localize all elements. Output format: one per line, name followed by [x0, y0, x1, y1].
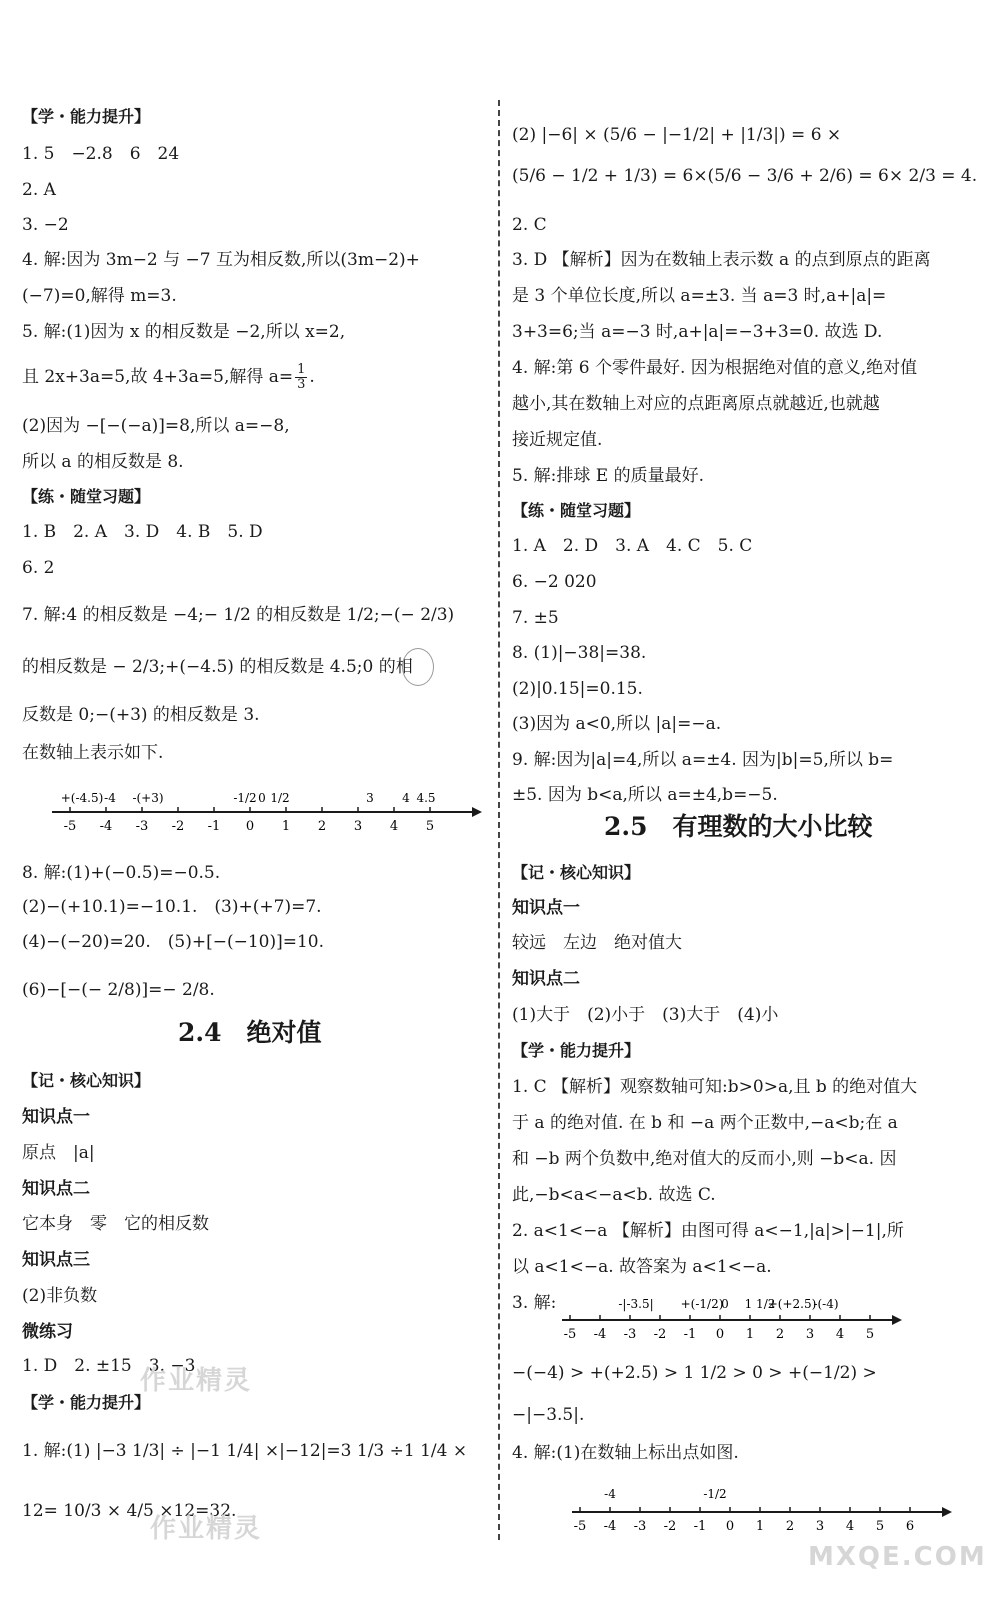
tick-label: 5 [425, 819, 435, 834]
answer-line: 1. 解:(1) |−3 1/3| ÷ |−1 1/4| ×|−12|=3 1/3 ÷1 1/4 × [22, 1441, 468, 1461]
answer-line: 6. −2 020 [512, 572, 597, 592]
answer-line: 和 −b 两个负数中,绝对值大的反而小,则 −b<a. 因 [512, 1149, 897, 1169]
knowledge-point-title: 微练习 [22, 1322, 73, 1342]
point-label: -(+3) [132, 791, 164, 805]
section-header: 【学・能力提升】 [512, 1041, 641, 1060]
answer-line: 2. a<1<−a 【解析】由图可得 a<−1,|a|>|−1|,所 [512, 1221, 904, 1241]
answer-line: 12= 10/3 × 4/5 ×12=32. [22, 1501, 237, 1521]
answer-line: 原点 |a| [22, 1143, 95, 1163]
tick-label: 5 [865, 1327, 875, 1342]
point-label: -1/2 [233, 791, 257, 805]
answer-line: (2) |−6| × (5/6 − |−1/2| + |1/3|) = 6 × [512, 125, 842, 145]
point-label: -4 [604, 1487, 616, 1501]
point-label: -4 [104, 791, 116, 805]
answer-line: 9. 解:因为|a|=4,所以 a=±4. 因为|b|=5,所以 b= [512, 750, 894, 770]
answer-line: (2)非负数 [22, 1286, 98, 1306]
section-title: 2.5 有理数的大小比较 [604, 812, 873, 841]
tick-label: 2 [785, 1519, 795, 1534]
label-group [618, 1297, 838, 1311]
answer-line: (6)−[−(− 2/8)]=− 2/8. [22, 980, 215, 1000]
answer-line: (2)|0.15|=0.15. [512, 679, 643, 699]
label-group [61, 791, 436, 805]
tick-label: 6 [905, 1519, 915, 1534]
section-header: 【练・随堂习题】 [22, 487, 151, 506]
point-label: -1/2 [703, 1487, 727, 1501]
section-header: 【学・能力提升】 [22, 1393, 151, 1412]
answer-line: 接近规定值. [512, 430, 603, 450]
answer-line: 较远 左边 绝对值大 [512, 933, 682, 953]
answer-line: 所以 a 的相反数是 8. [22, 452, 184, 472]
section-title: 2.4 绝对值 [178, 1018, 322, 1047]
tick-label: 3 [805, 1327, 815, 1342]
answer-line: 5. 解:(1)因为 x 的相反数是 −2,所以 x=2, [22, 322, 346, 342]
tick-label: -2 [663, 1519, 677, 1534]
answer-line: 它本身 零 它的相反数 [22, 1214, 209, 1234]
answer-line: (2)因为 −[−(−a)]=8,所以 a=−8, [22, 416, 290, 436]
section-header: 【学・能力提升】 [22, 107, 151, 126]
section-header: 【记・核心知识】 [512, 863, 641, 882]
arrow-head [892, 1315, 902, 1325]
answer-line: (4)−(−20)=20. (5)+[−(−10)]=10. [22, 932, 324, 952]
answer-line: −|−3.5|. [512, 1405, 585, 1425]
tick-label: -4 [99, 819, 113, 834]
answer-line: ±5. 因为 b<a,所以 a=±4,b=−5. [512, 785, 778, 805]
arrow-head [942, 1507, 952, 1517]
answer-line: 3. −2 [22, 215, 69, 235]
column-divider [498, 100, 500, 1540]
answer-line: 7. 解:4 的相反数是 −4;− 1/2 的相反数是 1/2;−(− 2/3) [22, 605, 455, 625]
answer-line: 4. 解:(1)在数轴上标出点如图. [512, 1443, 739, 1463]
denominator: 3 [297, 377, 306, 392]
tick-label: -4 [603, 1519, 617, 1534]
watermark: 作业精灵 [140, 1366, 253, 1396]
section-header: 【记・核心知识】 [22, 1071, 151, 1090]
tick-label: 1 [755, 1519, 765, 1534]
tick-label: -3 [135, 819, 149, 834]
answer-line: −(−4) > +(+2.5) > 1 1/2 > 0 > +(−1/2) > [512, 1363, 877, 1383]
point-label: +(-4.5) [60, 791, 104, 805]
knowledge-point-title: 知识点二 [22, 1179, 90, 1199]
answer-line: 8. (1)|−38|=38. [512, 643, 647, 663]
tick-label: 3 [815, 1519, 825, 1534]
tick-label: 4 [845, 1519, 855, 1534]
point-label: -(-4) [813, 1297, 839, 1311]
tick-label: -5 [63, 819, 77, 834]
text-fragment: 且 2x+3a=5,故 4+3a=5,解得 a= [22, 367, 294, 387]
answer-line: 1. 5 −2.8 6 24 [22, 144, 180, 164]
answer-line: 是 3 个单位长度,所以 a=±3. 当 a=3 时,a+|a|= [512, 286, 887, 306]
answer-line: (1)大于 (2)小于 (3)大于 (4)小 [512, 1005, 779, 1025]
answer-line: 2. C [512, 215, 547, 235]
answer-line: 4. 解:因为 3m−2 与 −7 互为相反数,所以(3m−2)+ [22, 250, 420, 270]
answer-line: 2. A [22, 180, 56, 200]
arrow-head [472, 807, 482, 817]
tick-label: 5 [875, 1519, 885, 1534]
answer-line: (2)−(+10.1)=−10.1. (3)+(+7)=7. [22, 897, 322, 917]
answer-line: 反数是 0;−(+3) 的相反数是 3. [22, 705, 260, 725]
point-label: 1 1/2 [744, 1297, 776, 1311]
point-label: -|-3.5| [618, 1297, 654, 1311]
tick-label: -5 [573, 1519, 587, 1534]
answer-line: 此,−b<a<−a<b. 故选 C. [512, 1185, 716, 1205]
tick-label: 0 [245, 819, 255, 834]
point-label: 0 [721, 1297, 729, 1311]
fraction [295, 363, 307, 392]
answer-line: 1. A 2. D 3. A 4. C 5. C [512, 536, 753, 556]
knowledge-point-title: 知识点三 [22, 1250, 90, 1270]
tick-label: -2 [171, 819, 185, 834]
answer-line: 3. 解: [512, 1293, 557, 1313]
tick-label: 4 [389, 819, 399, 834]
tick-label: -3 [623, 1327, 637, 1342]
point-label: +(+2.5) [767, 1297, 817, 1311]
tick-label: 3 [353, 819, 363, 834]
answer-line: 1. C 【解析】观察数轴可知:b>0>a,且 b 的绝对值大 [512, 1077, 918, 1097]
knowledge-point-title: 知识点一 [512, 898, 580, 918]
answer-line: 以 a<1<−a. 故答案为 a<1<−a. [512, 1257, 772, 1277]
tick-label: -1 [693, 1519, 707, 1534]
answer-line: 5. 解:排球 E 的质量最好. [512, 466, 704, 486]
knowledge-point-title: 知识点一 [22, 1107, 90, 1127]
tick-label: 4 [835, 1327, 845, 1342]
tick-label: -1 [683, 1327, 697, 1342]
tick-label: -2 [653, 1327, 667, 1342]
answer-line: (5/6 − 1/2 + 1/3) = 6×(5/6 − 3/6 + 2/6) = 6× 2/3 = 4. [512, 166, 978, 186]
stamp-mark [402, 648, 434, 686]
answer-line: 在数轴上表示如下. [22, 743, 164, 763]
text-fragment: . [309, 367, 315, 387]
tick-label: -5 [563, 1327, 577, 1342]
point-label: 0 [258, 791, 266, 805]
answer-line: 1. D 2. ±15 3. −3 [22, 1356, 196, 1376]
answer-line: 4. 解:第 6 个零件最好. 因为根据绝对值的意义,绝对值 [512, 358, 918, 378]
number-line-2 [562, 1288, 902, 1358]
answer-line: 于 a 的绝对值. 在 b 和 −a 两个正数中,−a<b;在 a [512, 1113, 898, 1133]
answer-line: 8. 解:(1)+(−0.5)=−0.5. [22, 863, 221, 883]
label-group [604, 1487, 727, 1501]
tick-label: 2 [775, 1327, 785, 1342]
answer-line [22, 357, 315, 397]
tick-label: -1 [207, 819, 221, 834]
number-line-3 [572, 1478, 952, 1548]
answer-line: (−7)=0,解得 m=3. [22, 286, 177, 306]
tick-label: -4 [593, 1327, 607, 1342]
answer-line: 3. D 【解析】因为在数轴上表示数 a 的点到原点的距离 [512, 250, 931, 270]
tick-label: 0 [715, 1327, 725, 1342]
point-label: 1/2 [270, 791, 290, 805]
point-label: 3 [366, 791, 374, 805]
answer-line: 的相反数是 − 2/3;+(−4.5) 的相反数是 4.5;0 的相 [22, 657, 413, 677]
answer-line: 3+3=6;当 a=−3 时,a+|a|=−3+3=0. 故选 D. [512, 322, 883, 342]
answer-line: (3)因为 a<0,所以 |a|=−a. [512, 714, 722, 734]
tick-label: 1 [281, 819, 291, 834]
tick-label: 0 [725, 1519, 735, 1534]
answer-line: 1. B 2. A 3. D 4. B 5. D [22, 522, 263, 542]
knowledge-point-title: 知识点二 [512, 969, 580, 989]
tick-label: 1 [745, 1327, 755, 1342]
answer-line: 越小,其在数轴上对应的点距离原点就越近,也就越 [512, 394, 880, 414]
section-header: 【练・随堂习题】 [512, 501, 641, 520]
point-label: +(-1/2) [680, 1297, 724, 1311]
point-label: 4.5 [416, 791, 436, 805]
watermark: MXQE.COM [808, 1542, 987, 1572]
tick-label: 2 [317, 819, 327, 834]
number-line-1 [52, 776, 482, 856]
answer-line: 7. ±5 [512, 608, 559, 628]
numerator: 1 [297, 362, 306, 377]
watermark: 作业精灵 [150, 1514, 263, 1544]
point-label: 4 [402, 791, 410, 805]
tick-label: -3 [633, 1519, 647, 1534]
answer-line: 6. 2 [22, 558, 55, 578]
